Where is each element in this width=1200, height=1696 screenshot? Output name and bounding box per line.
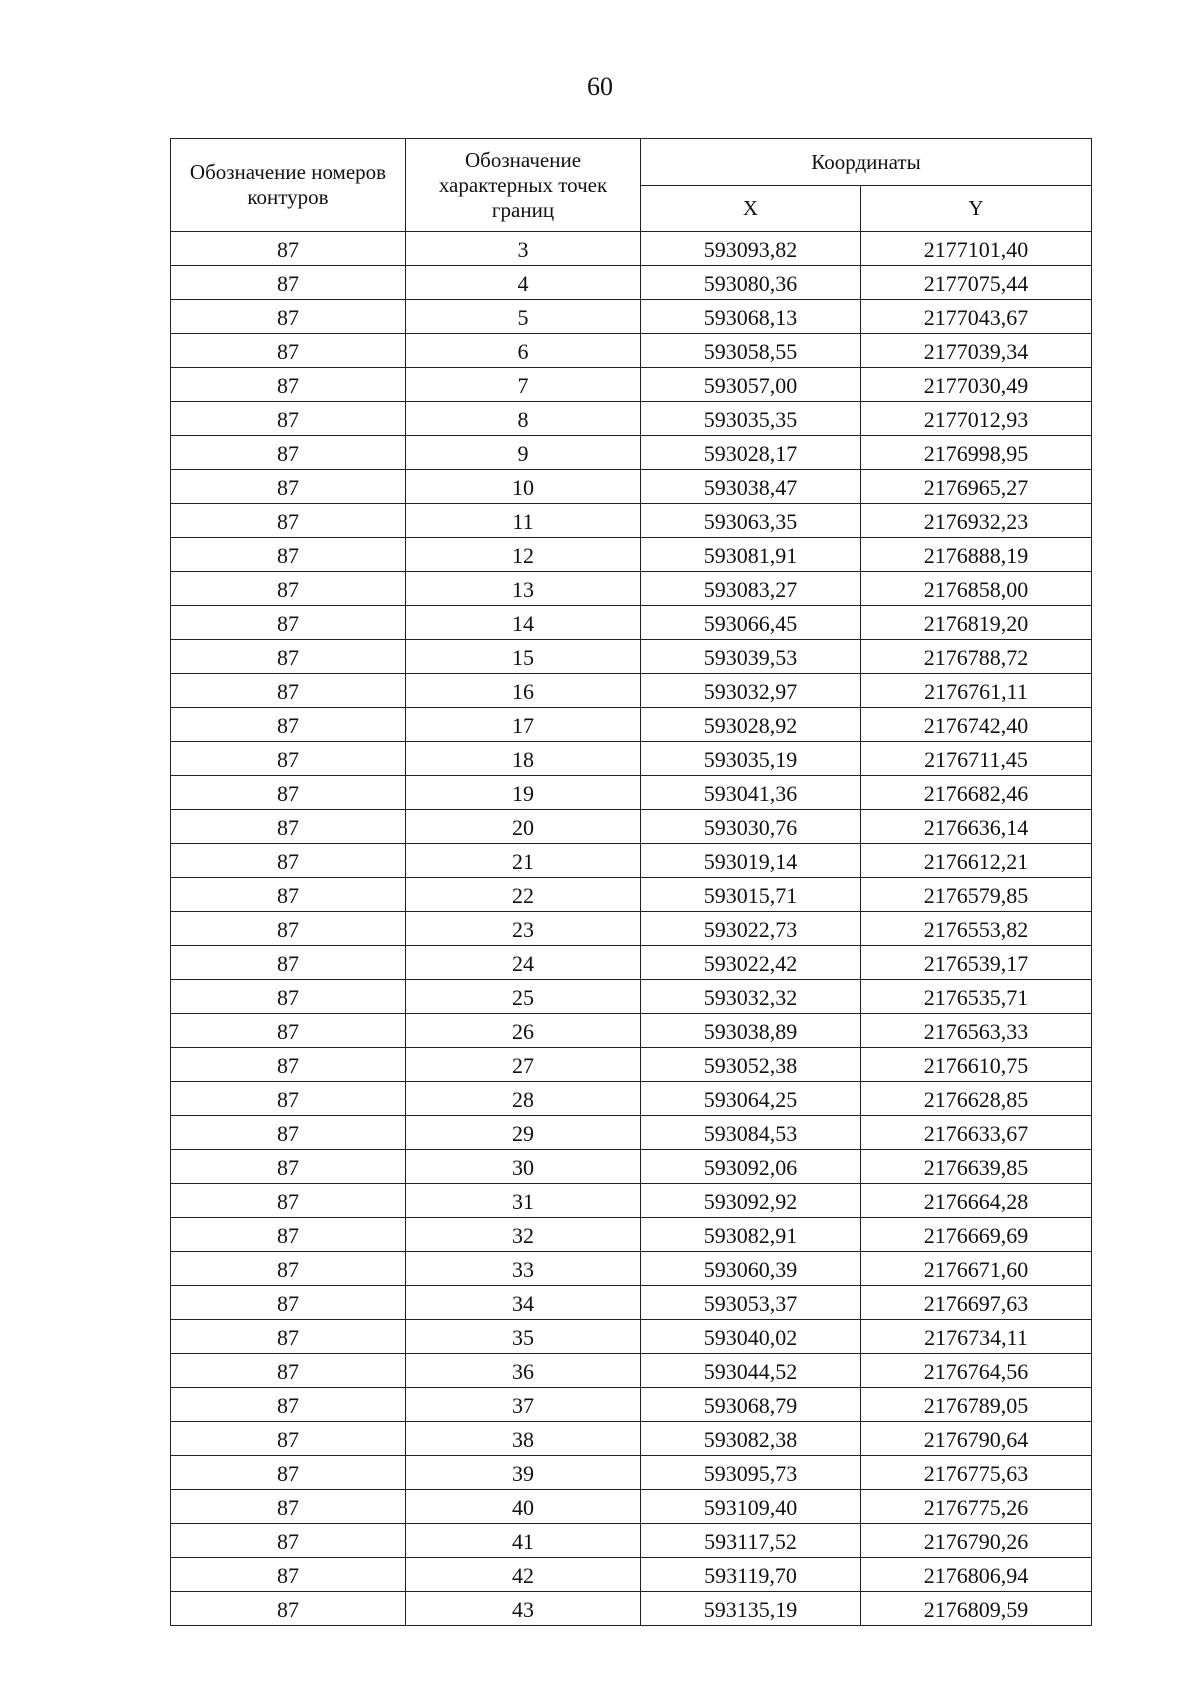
cell-x: 593064,25	[641, 1082, 861, 1116]
cell-contour: 87	[171, 334, 406, 368]
cell-y: 2176932,23	[861, 504, 1092, 538]
cell-contour: 87	[171, 1388, 406, 1422]
cell-y: 2177101,40	[861, 232, 1092, 266]
cell-x: 593068,79	[641, 1388, 861, 1422]
table-row	[171, 742, 1092, 776]
cell-y: 2176539,17	[861, 946, 1092, 980]
cell-contour: 87	[171, 810, 406, 844]
cell-y: 2176664,28	[861, 1184, 1092, 1218]
cell-contour: 87	[171, 266, 406, 300]
table-row	[171, 232, 1092, 266]
cell-y: 2177030,49	[861, 368, 1092, 402]
cell-contour: 87	[171, 300, 406, 334]
cell-x: 593040,02	[641, 1320, 861, 1354]
cell-x: 593039,53	[641, 640, 861, 674]
cell-y: 2177012,93	[861, 402, 1092, 436]
cell-point: 19	[406, 776, 641, 810]
cell-contour: 87	[171, 1184, 406, 1218]
cell-y: 2176761,11	[861, 674, 1092, 708]
cell-point: 21	[406, 844, 641, 878]
cell-y: 2176628,85	[861, 1082, 1092, 1116]
cell-x: 593092,06	[641, 1150, 861, 1184]
cell-y: 2176579,85	[861, 878, 1092, 912]
cell-y: 2176669,69	[861, 1218, 1092, 1252]
cell-x: 593022,73	[641, 912, 861, 946]
table-row	[171, 1592, 1092, 1626]
cell-y: 2176819,20	[861, 606, 1092, 640]
cell-point: 11	[406, 504, 641, 538]
table-header	[171, 139, 1092, 232]
cell-x: 593041,36	[641, 776, 861, 810]
cell-point: 38	[406, 1422, 641, 1456]
cell-x: 593066,45	[641, 606, 861, 640]
cell-x: 593032,32	[641, 980, 861, 1014]
header-y: Y	[861, 186, 1092, 232]
table-row	[171, 912, 1092, 946]
cell-point: 42	[406, 1558, 641, 1592]
table-row	[171, 810, 1092, 844]
cell-contour: 87	[171, 946, 406, 980]
cell-y: 2176775,63	[861, 1456, 1092, 1490]
cell-y: 2176612,21	[861, 844, 1092, 878]
cell-contour: 87	[171, 1150, 406, 1184]
table-row	[171, 538, 1092, 572]
cell-x: 593117,52	[641, 1524, 861, 1558]
cell-point: 27	[406, 1048, 641, 1082]
cell-point: 24	[406, 946, 641, 980]
cell-contour: 87	[171, 232, 406, 266]
table-row	[171, 1524, 1092, 1558]
cell-point: 39	[406, 1456, 641, 1490]
cell-y: 2177075,44	[861, 266, 1092, 300]
cell-contour: 87	[171, 504, 406, 538]
cell-x: 593082,38	[641, 1422, 861, 1456]
cell-point: 37	[406, 1388, 641, 1422]
cell-x: 593068,13	[641, 300, 861, 334]
cell-y: 2177039,34	[861, 334, 1092, 368]
cell-point: 8	[406, 402, 641, 436]
cell-y: 2176671,60	[861, 1252, 1092, 1286]
cell-y: 2176633,67	[861, 1116, 1092, 1150]
table-row	[171, 436, 1092, 470]
cell-point: 29	[406, 1116, 641, 1150]
cell-x: 593057,00	[641, 368, 861, 402]
cell-point: 18	[406, 742, 641, 776]
cell-x: 593093,82	[641, 232, 861, 266]
cell-point: 7	[406, 368, 641, 402]
table-row	[171, 946, 1092, 980]
cell-contour: 87	[171, 1014, 406, 1048]
cell-point: 43	[406, 1592, 641, 1626]
table-row	[171, 776, 1092, 810]
page-number: 60	[587, 72, 613, 101]
cell-y: 2176682,46	[861, 776, 1092, 810]
cell-y: 2176553,82	[861, 912, 1092, 946]
table-row	[171, 844, 1092, 878]
cell-y: 2176806,94	[861, 1558, 1092, 1592]
cell-y: 2176639,85	[861, 1150, 1092, 1184]
table-row	[171, 1422, 1092, 1456]
table-row	[171, 708, 1092, 742]
table-row	[171, 1490, 1092, 1524]
cell-x: 593080,36	[641, 266, 861, 300]
table-row	[171, 1116, 1092, 1150]
cell-x: 593063,35	[641, 504, 861, 538]
cell-contour: 87	[171, 1116, 406, 1150]
cell-point: 12	[406, 538, 641, 572]
cell-contour: 87	[171, 912, 406, 946]
table-row	[171, 1048, 1092, 1082]
cell-x: 593058,55	[641, 334, 861, 368]
cell-point: 22	[406, 878, 641, 912]
cell-y: 2176888,19	[861, 538, 1092, 572]
cell-contour: 87	[171, 1082, 406, 1116]
cell-y: 2176697,63	[861, 1286, 1092, 1320]
cell-point: 31	[406, 1184, 641, 1218]
cell-x: 593109,40	[641, 1490, 861, 1524]
table-row	[171, 1558, 1092, 1592]
table-row	[171, 1252, 1092, 1286]
cell-contour: 87	[171, 1320, 406, 1354]
cell-y: 2176965,27	[861, 470, 1092, 504]
table-row	[171, 572, 1092, 606]
cell-contour: 87	[171, 708, 406, 742]
cell-x: 593095,73	[641, 1456, 861, 1490]
cell-x: 593052,38	[641, 1048, 861, 1082]
cell-contour: 87	[171, 844, 406, 878]
table-row	[171, 606, 1092, 640]
cell-contour: 87	[171, 436, 406, 470]
cell-point: 23	[406, 912, 641, 946]
cell-y: 2176563,33	[861, 1014, 1092, 1048]
cell-point: 9	[406, 436, 641, 470]
cell-contour: 87	[171, 1558, 406, 1592]
cell-y: 2176788,72	[861, 640, 1092, 674]
cell-x: 593015,71	[641, 878, 861, 912]
table-row	[171, 402, 1092, 436]
table-row	[171, 1388, 1092, 1422]
cell-point: 4	[406, 266, 641, 300]
cell-point: 35	[406, 1320, 641, 1354]
cell-contour: 87	[171, 470, 406, 504]
cell-contour: 87	[171, 674, 406, 708]
cell-contour: 87	[171, 1218, 406, 1252]
table-row	[171, 266, 1092, 300]
cell-x: 593035,35	[641, 402, 861, 436]
cell-y: 2176734,11	[861, 1320, 1092, 1354]
table-row	[171, 300, 1092, 334]
table-row	[171, 878, 1092, 912]
cell-point: 16	[406, 674, 641, 708]
cell-point: 36	[406, 1354, 641, 1388]
table-row	[171, 1286, 1092, 1320]
table-row	[171, 1218, 1092, 1252]
header-x: X	[641, 186, 861, 232]
cell-y: 2176742,40	[861, 708, 1092, 742]
cell-x: 593082,91	[641, 1218, 861, 1252]
cell-contour: 87	[171, 1490, 406, 1524]
cell-point: 17	[406, 708, 641, 742]
table-row	[171, 1456, 1092, 1490]
cell-y: 2176764,56	[861, 1354, 1092, 1388]
cell-point: 3	[406, 232, 641, 266]
cell-x: 593060,39	[641, 1252, 861, 1286]
cell-x: 593092,92	[641, 1184, 861, 1218]
cell-contour: 87	[171, 1354, 406, 1388]
cell-x: 593083,27	[641, 572, 861, 606]
cell-x: 593044,52	[641, 1354, 861, 1388]
cell-x: 593135,19	[641, 1592, 861, 1626]
header-contour: Обозначение номеров контуров	[171, 139, 406, 232]
cell-contour: 87	[171, 776, 406, 810]
cell-contour: 87	[171, 1048, 406, 1082]
table-row	[171, 980, 1092, 1014]
cell-x: 593022,42	[641, 946, 861, 980]
table-row	[171, 1354, 1092, 1388]
cell-contour: 87	[171, 1286, 406, 1320]
cell-y: 2176789,05	[861, 1388, 1092, 1422]
cell-contour: 87	[171, 742, 406, 776]
cell-point: 32	[406, 1218, 641, 1252]
table-row	[171, 504, 1092, 538]
cell-contour: 87	[171, 1524, 406, 1558]
cell-y: 2176998,95	[861, 436, 1092, 470]
cell-point: 15	[406, 640, 641, 674]
table-row	[171, 470, 1092, 504]
cell-point: 6	[406, 334, 641, 368]
cell-contour: 87	[171, 1592, 406, 1626]
header-point: Обозначение характерных точек границ	[406, 139, 641, 232]
table-row	[171, 1320, 1092, 1354]
cell-contour: 87	[171, 538, 406, 572]
cell-y: 2176610,75	[861, 1048, 1092, 1082]
cell-y: 2176790,26	[861, 1524, 1092, 1558]
cell-point: 5	[406, 300, 641, 334]
cell-contour: 87	[171, 1422, 406, 1456]
table-body	[171, 232, 1092, 1626]
cell-point: 30	[406, 1150, 641, 1184]
cell-y: 2176711,45	[861, 742, 1092, 776]
table-row	[171, 1014, 1092, 1048]
cell-point: 28	[406, 1082, 641, 1116]
cell-y: 2177043,67	[861, 300, 1092, 334]
cell-point: 14	[406, 606, 641, 640]
table-row	[171, 334, 1092, 368]
table-row	[171, 1082, 1092, 1116]
cell-point: 26	[406, 1014, 641, 1048]
cell-point: 34	[406, 1286, 641, 1320]
cell-y: 2176535,71	[861, 980, 1092, 1014]
cell-y: 2176809,59	[861, 1592, 1092, 1626]
cell-y: 2176775,26	[861, 1490, 1092, 1524]
cell-contour: 87	[171, 402, 406, 436]
table-row	[171, 1184, 1092, 1218]
cell-contour: 87	[171, 606, 406, 640]
cell-x: 593084,53	[641, 1116, 861, 1150]
header-coordinates: Координаты	[641, 139, 1092, 186]
cell-x: 593038,89	[641, 1014, 861, 1048]
cell-point: 40	[406, 1490, 641, 1524]
cell-x: 593035,19	[641, 742, 861, 776]
cell-x: 593119,70	[641, 1558, 861, 1592]
cell-x: 593028,92	[641, 708, 861, 742]
cell-x: 593053,37	[641, 1286, 861, 1320]
cell-x: 593028,17	[641, 436, 861, 470]
coordinates-table	[170, 138, 1092, 1626]
cell-point: 33	[406, 1252, 641, 1286]
cell-point: 25	[406, 980, 641, 1014]
cell-contour: 87	[171, 1252, 406, 1286]
cell-point: 20	[406, 810, 641, 844]
cell-contour: 87	[171, 368, 406, 402]
table-row	[171, 674, 1092, 708]
cell-point: 41	[406, 1524, 641, 1558]
cell-y: 2176858,00	[861, 572, 1092, 606]
cell-contour: 87	[171, 1456, 406, 1490]
cell-x: 593030,76	[641, 810, 861, 844]
cell-x: 593032,97	[641, 674, 861, 708]
cell-y: 2176636,14	[861, 810, 1092, 844]
table-row	[171, 1150, 1092, 1184]
table-row	[171, 640, 1092, 674]
cell-contour: 87	[171, 572, 406, 606]
table-row	[171, 368, 1092, 402]
cell-y: 2176790,64	[861, 1422, 1092, 1456]
cell-x: 593019,14	[641, 844, 861, 878]
cell-x: 593081,91	[641, 538, 861, 572]
cell-contour: 87	[171, 980, 406, 1014]
cell-point: 10	[406, 470, 641, 504]
cell-contour: 87	[171, 640, 406, 674]
cell-contour: 87	[171, 878, 406, 912]
cell-point: 13	[406, 572, 641, 606]
cell-x: 593038,47	[641, 470, 861, 504]
